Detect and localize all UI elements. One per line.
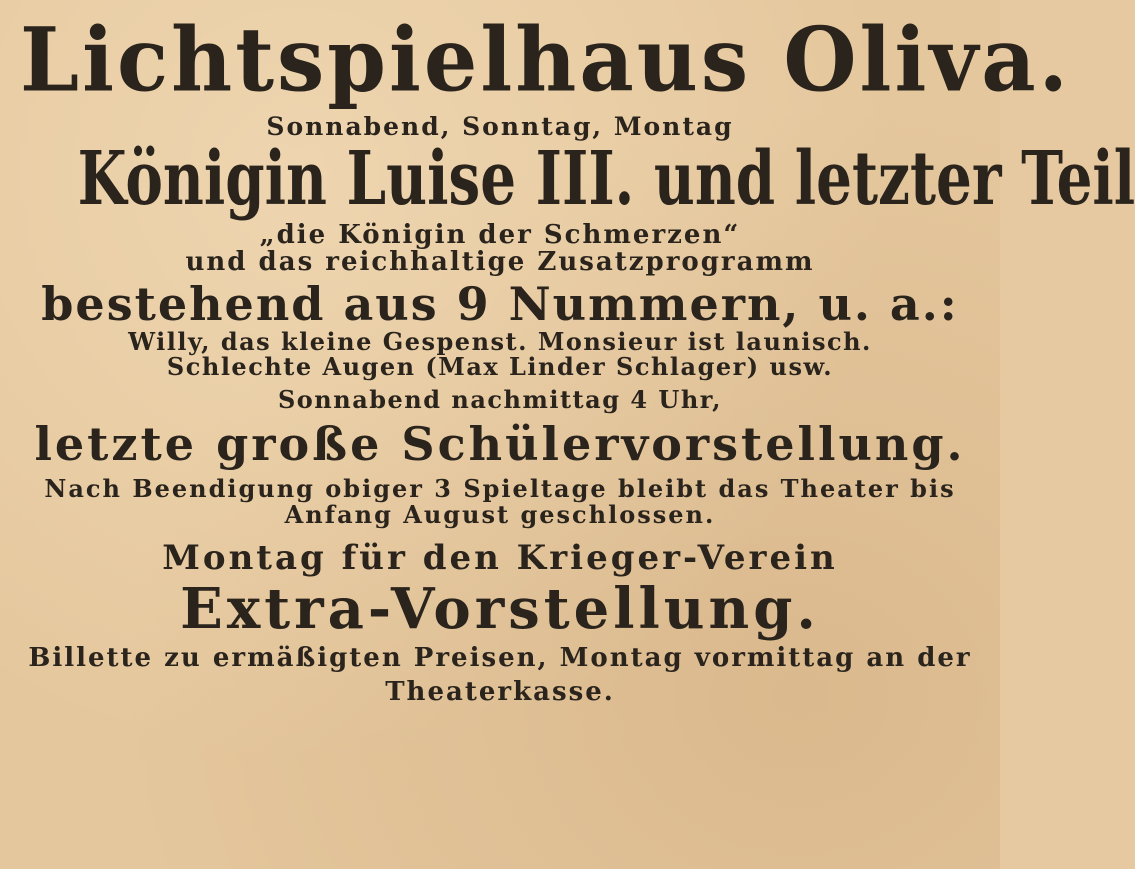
program-items-line1: Willy, das kleine Gespenst. Monsieur ist launisch. [128, 326, 872, 356]
matinee-time: Sonnabend nachmittag 4 Uhr, [277, 384, 723, 414]
tickets-line2: Theaterkasse. [385, 676, 615, 707]
program-items-line2: Schlechte Augen (Max Linder Schlager) usw. [166, 351, 834, 381]
program-count: bestehend aus 9 Nummern, u. a.: [41, 277, 959, 332]
tickets-line1: Billette zu ermäßigten Preisen, Montag vormittag an der [28, 643, 972, 674]
supplement-program: und das reichhaltige Zusatzprogramm [185, 246, 815, 277]
film-subtitle: „die Königin der Schmerzen“ [259, 219, 741, 250]
cinema-title: Lichtspielhaus Oliva. [20, 7, 1071, 112]
veterans-association-line: Montag für den Krieger-Verein [162, 537, 838, 578]
closing-notice-line2: Anfang August geschlossen. [284, 499, 716, 529]
closing-notice-line1: Nach Beendigung obiger 3 Spieltage bleibt das Theater bis [44, 474, 956, 504]
screening-days: Sonnabend, Sonntag, Montag [266, 112, 734, 142]
pupils-show: letzte große Schülervorstellung. [34, 417, 966, 472]
extra-show-headline: Extra-Vorstellung. [180, 576, 820, 643]
film-title: Königin Luise III. und letzter Teil [77, 136, 1135, 224]
